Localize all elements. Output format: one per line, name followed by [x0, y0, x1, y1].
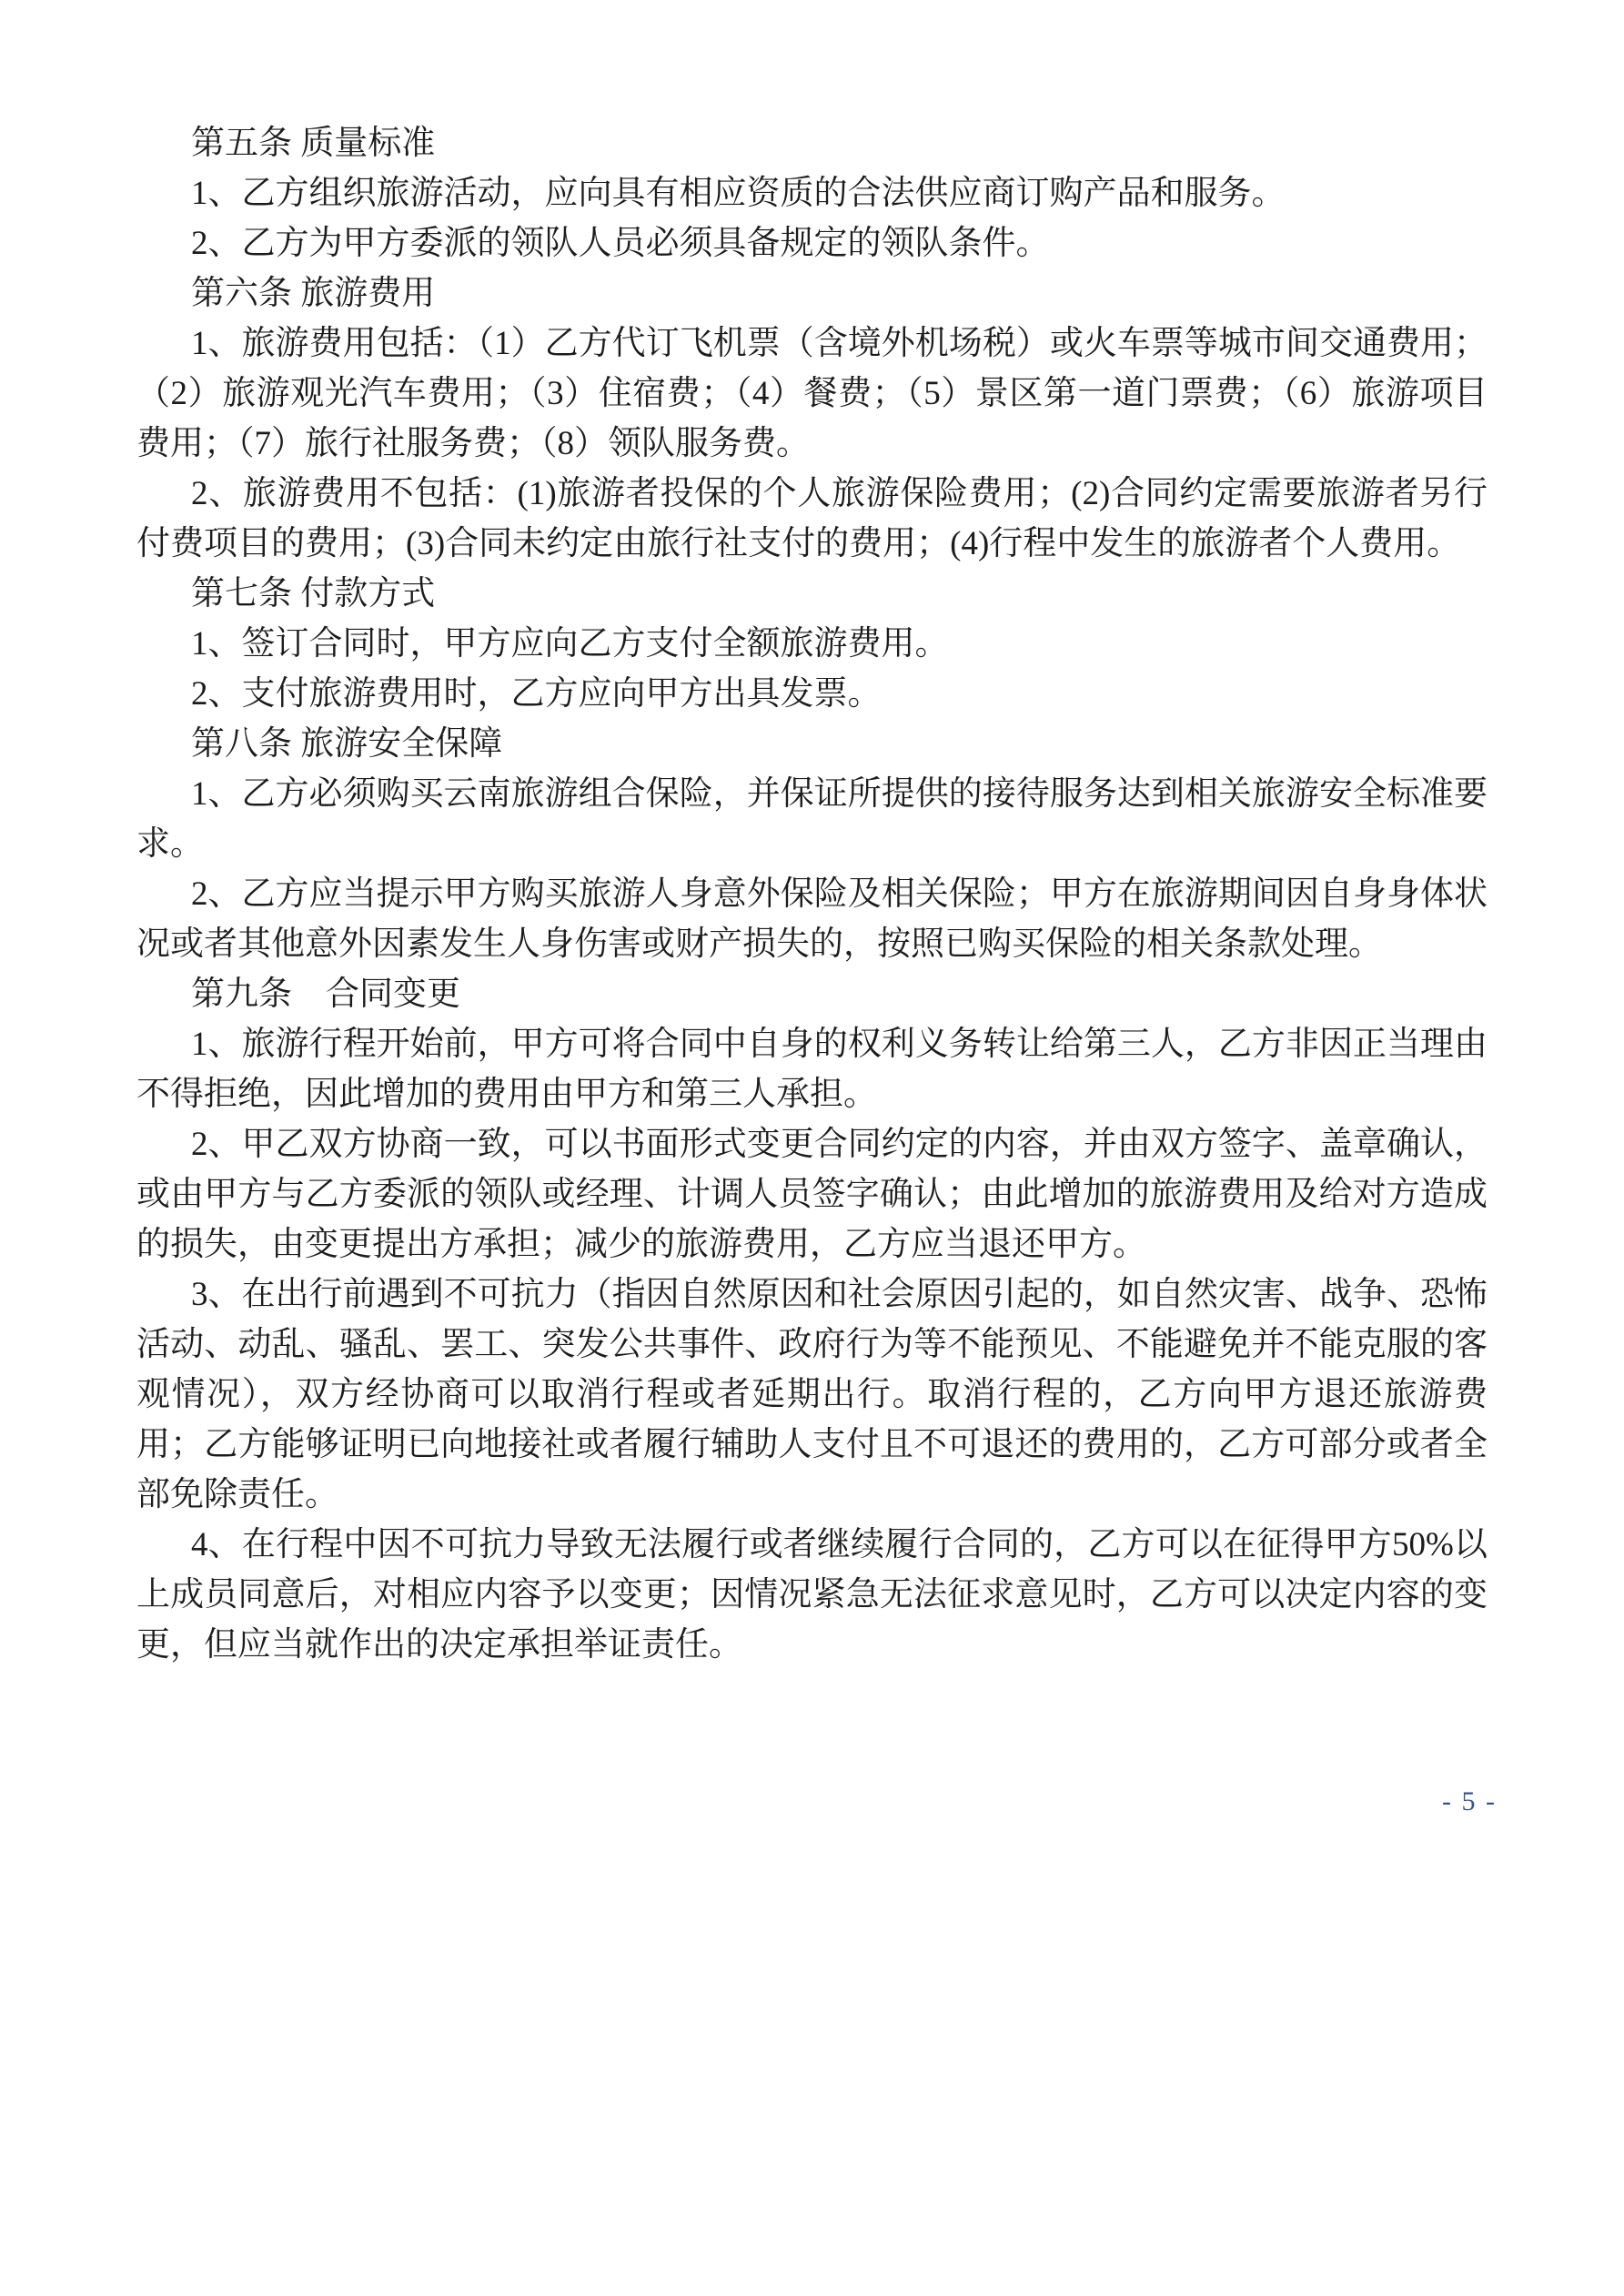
- clause-7-heading: 第七条 付款方式: [191, 575, 436, 612]
- clause-9-heading: 第九条 合同变更: [191, 976, 460, 1013]
- clause-9-item-3: 3、在出行前遇到不可抗力（指因自然原因和社会原因引起的，如自然灾害、战争、恐怖活动、动乱、骚乱、罢工、突发公共事件、政府行为等不能预见、不能避免并不能克服的客观情况），双方经协商可以取消行程或者延期出行。取消行程的，乙方向甲方退还旅游费用；乙方能够证明已向地接社或者履行辅助人支付且不可退还的费用的，乙方可部分或者全部免除责任。: [136, 1276, 1488, 1513]
- clause-5-item-1: 1、乙方组织旅游活动，应向具有相应资质的合法供应商订购产品和服务。: [191, 175, 1286, 212]
- page-number: - 5 -: [1442, 1786, 1497, 1816]
- clause-9-item-4: 4、在行程中因不可抗力导致无法履行或者继续履行合同的，乙方可以在征得甲方50%以上成员同意后，对相应内容予以变更；因情况紧急无法征求意见时，乙方可以决定内容的变更，但应当就作出的决定承担举证责任。: [136, 1526, 1488, 1664]
- clause-7-item-1: 1、签订合同时，甲方应向乙方支付全额旅游费用。: [191, 625, 949, 663]
- clause-9-item-1: 1、旅游行程开始前，甲方可将合同中自身的权利义务转让给第三人，乙方非因正当理由不得拒绝，因此增加的费用由甲方和第三人承担。: [136, 1026, 1488, 1113]
- clause-5-item-2: 2、乙方为甲方委派的领队人员必须具备规定的领队条件。: [191, 225, 1050, 262]
- clause-5-heading: 第五条 质量标准: [191, 125, 436, 162]
- clause-6-item-1: 1、旅游费用包括：（1）乙方代订飞机票（含境外机场税）或火车票等城市间交通费用；（2）旅游观光汽车费用；（3）住宿费；（4）餐费；（5）景区第一道门票费；（6）旅游项目费用；（7）旅行社服务费；（8）领队服务费。: [136, 325, 1488, 462]
- clause-7-item-2: 2、支付旅游费用时，乙方应向甲方出具发票。: [191, 675, 882, 713]
- clause-9-item-2: 2、甲乙双方协商一致，可以书面形式变更合同约定的内容，并由双方签字、盖章确认，或由甲方与乙方委派的领队或经理、计调人员签字确认；由此增加的旅游费用及给对方造成的损失，由变更提出方承担；减少的旅游费用，乙方应当退还甲方。: [136, 1126, 1488, 1263]
- clause-6-item-2: 2、旅游费用不包括：(1)旅游者投保的个人旅游保险费用；(2)合同约定需要旅游者另行付费项目的费用；(3)合同未约定由旅行社支付的费用；(4)行程中发生的旅游者个人费用。: [136, 475, 1488, 562]
- clause-8-heading: 第八条 旅游安全保障: [191, 725, 503, 763]
- clause-8-item-1: 1、乙方必须购买云南旅游组合保险，并保证所提供的接待服务达到相关旅游安全标准要求。: [136, 775, 1488, 863]
- contract-body: [136, 118, 1488, 1670]
- clause-8-item-2: 2、乙方应当提示甲方购买旅游人身意外保险及相关保险；甲方在旅游期间因自身身体状况或者其他意外因素发生人身伤害或财产损失的，按照已购买保险的相关条款处理。: [136, 875, 1488, 963]
- clause-6-heading: 第六条 旅游费用: [191, 275, 436, 312]
